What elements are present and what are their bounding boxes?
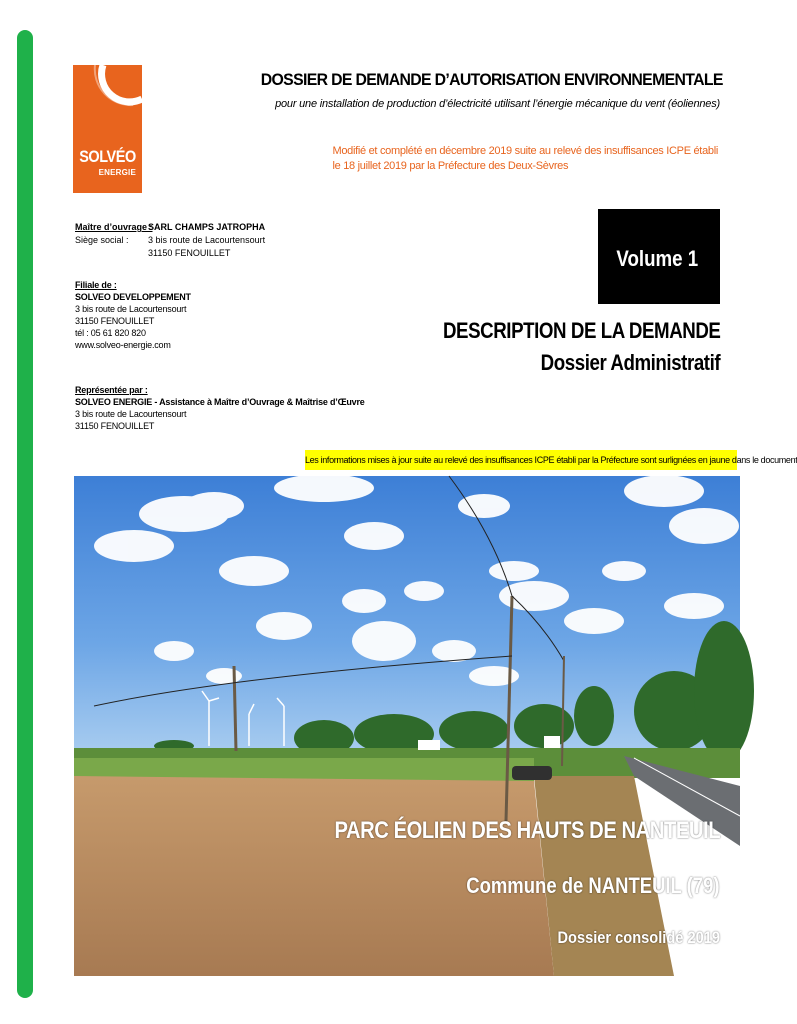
siege-line-2: 31150 FENOUILLET <box>148 248 231 258</box>
cover-photo <box>74 476 740 976</box>
filiale-name: SOLVEO DEVELOPPEMENT <box>75 292 191 302</box>
modification-note <box>333 144 719 174</box>
logo-main-text: SOLVÉO <box>79 147 136 166</box>
modification-line-2: le 18 juillet 2019 par la Préfecture des Deux-Sèvres <box>332 160 569 172</box>
filiale-phone: tél : 05 61 820 820 <box>75 328 146 338</box>
representee-address-2: 31150 FENOUILLET <box>75 421 155 431</box>
representee-address-1: 3 bis route de Lacourtensourt <box>75 409 187 419</box>
representee-label: Représentée par : <box>75 385 148 395</box>
modification-line-1: Modifié et complété en décembre 2019 suite au relevé des insuffisances ICPE établi <box>332 145 718 157</box>
document-subtitle: pour une installation de production d’électricité utilisant l’énergie mécanique du vent (éoliennes) <box>275 98 720 110</box>
highlight-note: Les informations mises à jour suite au relevé des insuffisances ICPE établi par la Préfecture sont surlignées en jaune dans le document <box>305 450 737 470</box>
filiale-website: www.solveo-energie.com <box>75 340 171 350</box>
filiale-block <box>75 279 191 351</box>
maitre-label: Maître d’ouvrage : <box>75 222 153 232</box>
maitre-value: SARL CHAMPS JATROPHA <box>148 222 266 232</box>
solveo-logo <box>73 65 142 193</box>
siege-line-1: 3 bis route de Lacourtensourt <box>148 235 266 245</box>
filiale-address-1: 3 bis route de Lacourtensourt <box>75 304 187 314</box>
siege-label: Siège social : <box>75 235 129 245</box>
cover-commune: Commune de NANTEUIL (79) <box>466 873 720 898</box>
description-title: DESCRIPTION DE LA DEMANDE <box>442 318 720 343</box>
filiale-label: Filiale de : <box>75 280 117 290</box>
volume-box <box>598 209 720 304</box>
cover-dossier-year: Dossier consolidé 2019 <box>557 928 720 947</box>
document-title: DOSSIER DE DEMANDE D’AUTORISATION ENVIRONNEMENTALE <box>261 70 723 89</box>
description-subtitle: Dossier Administratif <box>540 350 720 375</box>
representee-block <box>75 384 365 432</box>
cover-park-name: PARC ÉOLIEN DES HAUTS DE NANTEUIL <box>334 817 720 844</box>
side-accent-bar <box>17 30 33 998</box>
representee-name: SOLVEO ENERGIE - Assistance à Maître d’Ouvrage & Maîtrise d’Œuvre <box>75 397 365 407</box>
logo-sub-text: ENERGIE <box>98 168 136 177</box>
volume-label: Volume 1 <box>616 246 698 271</box>
filiale-address-2: 31150 FENOUILLET <box>75 316 155 326</box>
